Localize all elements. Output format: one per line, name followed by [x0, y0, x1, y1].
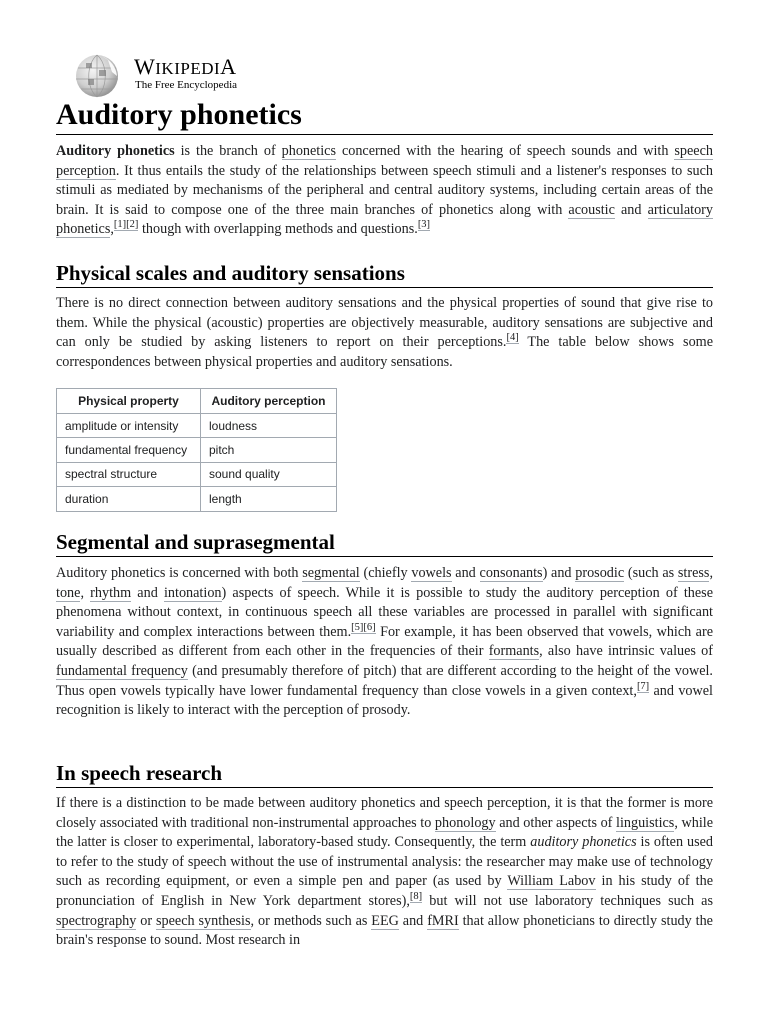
link-speech-perception[interactable]: speech perception — [56, 143, 713, 179]
ref-2[interactable]: [2] — [126, 219, 139, 231]
link-stress[interactable]: stress — [677, 565, 710, 581]
table-cell: loudness — [201, 414, 337, 438]
table-row — [57, 487, 337, 511]
physical-scales-paragraph: There is no direct connection between auditory sensations and the physical properties of sound that give rise to them. While the physical (acoustic) properties are objectively measurable, auditory sensations are subjective and can only be studied by asking listeners to report on their perceptions.[4] The table below shows some correspondences between physical properties and auditory sensations. — [56, 295, 713, 370]
section-speech-research — [56, 759, 713, 788]
link-formants[interactable]: formants — [488, 643, 540, 660]
section-segmental — [56, 528, 713, 557]
link-articulatory-phonetics[interactable]: articulatory phonetics — [56, 201, 713, 238]
link-segmental[interactable]: segmental — [302, 565, 360, 581]
table-row — [57, 462, 337, 486]
table-header-cell: Auditory perception — [201, 389, 337, 414]
table-cell: spectral structure — [57, 462, 201, 486]
page-title: Auditory phonetics — [56, 96, 713, 135]
ref-6[interactable]: [6] — [363, 621, 376, 633]
link-tone[interactable]: tone — [56, 584, 81, 601]
table-cell: duration — [57, 487, 201, 511]
heading-segmental: Segmental and suprasegmental — [56, 528, 713, 557]
wikipedia-wordmark: WIKIPEDIA — [134, 54, 237, 79]
link-intonation[interactable]: intonation — [163, 584, 222, 601]
ref-5[interactable]: [5] — [351, 621, 364, 633]
link-vowels[interactable]: vowels — [411, 565, 452, 581]
heading-physical-scales: Physical scales and auditory sensations — [56, 259, 713, 288]
table-cell: fundamental frequency — [57, 438, 201, 462]
link-phonology[interactable]: phonology — [434, 814, 496, 831]
ref-4[interactable]: [4] — [506, 332, 519, 344]
wikipedia-logo[interactable] — [72, 52, 272, 100]
table-cell: amplitude or intensity — [57, 414, 201, 438]
segmental-paragraph: Auditory phonetics is concerned with both segmental (chiefly vowels and consonants) and prosodic (such as stress, tone, rhythm and intonation) aspects of speech. While it is possible to study the auditory perception of these phenomena without context, in continuous speech all these variables are processed in parallel with significant variability and complex interactions between them.[5][6] For example, it has been observed that vowels, which are usually described as different from each other in the frequencies of their formants, also have intrinsic values of fundamental frequency (and presumably therefore of pitch) that are different according to the height of the vowel. Thus open vowels typically have lower fundamental frequency than close vowels in a given context,[7] and vowel recognition is likely to interact with the perception of prosody. — [56, 565, 713, 719]
intro-paragraph: Auditory phonetics is the branch of phonetics concerned with the hearing of speech sounds and with speech perception. It thus entails the study of the relationships between speech stimuli and a listener's responses to such stimuli as mediated by mechanisms of the peripheral and central auditory systems, including certain areas of the brain. It is said to compose one of the three main branches of phonetics along with acoustic and articulatory phonetics,[1][2] though with overlapping methods and questions.[3] — [56, 143, 713, 238]
link-rhythm[interactable]: rhythm — [90, 584, 132, 601]
section-physical-scales — [56, 259, 713, 288]
table-cell: length — [201, 487, 337, 511]
link-spectrography[interactable]: spectrography — [56, 912, 137, 929]
link-fundamental-frequency[interactable]: fundamental frequency — [56, 662, 188, 679]
wikipedia-tagline: The Free Encyclopedia — [135, 79, 238, 91]
link-acoustic[interactable]: acoustic — [568, 201, 615, 218]
ref-3[interactable]: [3] — [417, 219, 431, 231]
link-prosodic[interactable]: prosodic — [575, 565, 625, 581]
heading-speech-research: In speech research — [56, 759, 713, 788]
link-speech-synthesis[interactable]: speech synthesis — [156, 912, 251, 929]
link-linguistics[interactable]: linguistics — [616, 814, 675, 831]
link-eeg[interactable]: EEG — [371, 912, 399, 929]
wikipedia-globe-icon — [72, 52, 122, 98]
table-header-row — [57, 389, 337, 414]
link-william-labov[interactable]: William Labov — [507, 873, 596, 890]
link-phonetics[interactable]: phonetics — [281, 143, 336, 159]
table-header-cell: Physical property — [57, 389, 201, 414]
table-row — [57, 438, 337, 462]
ref-1[interactable]: [1] — [113, 219, 127, 231]
link-consonants[interactable]: consonants — [479, 565, 543, 581]
speech-research-paragraph: If there is a distinction to be made between auditory phonetics and speech perception, it is that the former is more closely associated with traditional non-instrumental approaches to phonology and other aspects of linguistics, while the latter is closer to experimental, laboratory-based study. Consequently, the term auditory phonetics is often used to refer to the study of speech without the use of instrumental analysis: the researcher may make use of technology such as recording equipment, or even a simple pen and paper (as used by William Labov in his study of the pronunciation of English in New York department stores),[8] but will not use laboratory techniques such as spectrography or speech synthesis, or methods such as EEG and fMRI that allow phoneticians to directly study the brain's response to sound. Most research in — [56, 795, 714, 949]
table-row — [57, 414, 337, 438]
correspondence-table — [56, 388, 337, 512]
table-cell: sound quality — [201, 462, 337, 486]
ref-7[interactable]: [7] — [636, 680, 650, 692]
link-fmri[interactable]: fMRI — [427, 912, 459, 929]
ref-8[interactable]: [8] — [409, 890, 423, 902]
table-cell: pitch — [201, 438, 337, 462]
